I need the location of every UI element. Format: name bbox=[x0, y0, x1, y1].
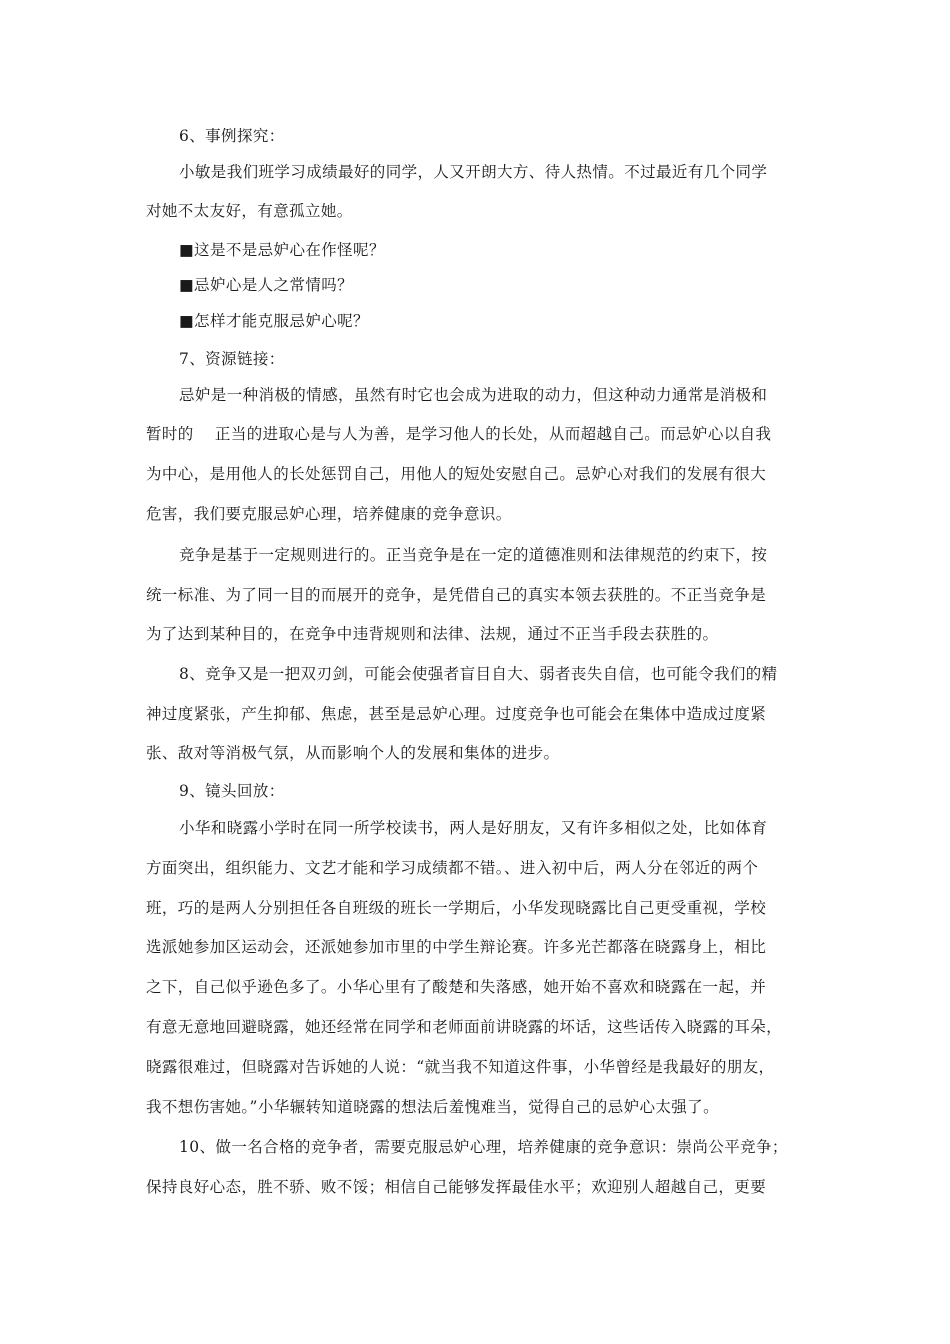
text-line: 神过度紧张，产生抑郁、焦虑，甚至是忌妒心理。过度竞争也可能会在集体中造成过度紧 bbox=[146, 705, 767, 723]
question-item: ■忌妒心是人之常情吗？ bbox=[179, 276, 354, 294]
question-item: ■怎样才能克服忌妒心呢？ bbox=[179, 312, 369, 330]
text-line: 方面突出，组织能力、文艺才能和学习成绩都不错。、进入初中后，两人分在邻近的两个 bbox=[146, 859, 759, 877]
question-item: ■这是不是忌妒心在作怪呢？ bbox=[179, 241, 385, 259]
text-line: 暂时的 正当的进取心是与人为善，是学习他人的长处，从而超越自己。而忌妒心以自我 bbox=[146, 425, 772, 443]
text-line: 小敏是我们班学习成绩最好的同学，人又开朗大方、待人热情。不过最近有几个同学 bbox=[179, 163, 768, 181]
text-line: 统一标准、为了同一目的而展开的竞争，是凭借自己的真实本领去获胜的。不正当竞争是 bbox=[146, 586, 767, 604]
heading-replay: 9、镜头回放： bbox=[179, 782, 285, 800]
text-line: 为了达到某种目的，在竞争中违背规则和法律、法规，通过不正当手段去获胜的。 bbox=[146, 625, 719, 643]
text-line: 有意无意地回避晓露，她还经常在同学和老师面前讲晓露的坏话，这些话传入晓露的耳朵， bbox=[146, 1018, 783, 1036]
text-line: 竞争是基于一定规则进行的。正当竞争是在一定的道德准则和法律规范的约束下，按 bbox=[179, 546, 768, 564]
text-line: 危害，我们要克服忌妒心理，培养健康的竞争意识。 bbox=[146, 505, 512, 523]
text-line: 我不想伤害她。”小华辗转知道晓露的想法后羞愧难当，觉得自己的忌妒心太强了。 bbox=[146, 1098, 719, 1116]
text-line: 保持良好心态，胜不骄、败不馁；相信自己能够发挥最佳水平；欢迎别人超越自己，更要 bbox=[146, 1178, 767, 1196]
heading-case-study: 6、事例探究： bbox=[179, 127, 285, 145]
text-line: 选派她参加区运动会，还派她参加市里的中学生辩论赛。许多光芒都落在晓露身上，相比 bbox=[146, 938, 767, 956]
text-line: 小华和晓露小学时在同一所学校读书，两人是好朋友，又有许多相似之处，比如体育 bbox=[179, 819, 768, 837]
text-line: 为中心，是用他人的长处惩罚自己，用他人的短处安慰自己。忌妒心对我们的发展有很大 bbox=[146, 465, 767, 483]
text-line: 10、做一名合格的竞争者，需要克服忌妒心理，培养健康的竞争意识：崇尚公平竞争； bbox=[179, 1138, 788, 1156]
heading-resource-link: 7、资源链接： bbox=[179, 350, 285, 368]
text-line: 张、敌对等消极气氛，从而影响个人的发展和集体的进步。 bbox=[146, 744, 560, 762]
text-line: 对她不太友好，有意孤立她。 bbox=[146, 202, 353, 220]
text-line: 8、竞争又是一把双刃剑，可能会使强者盲目自大、弱者丧失自信，也可能令我们的精 bbox=[179, 665, 778, 683]
text-line: 晓露很难过，但晓露对告诉她的人说：“就当我不知道这件事，小华曾经是我最好的朋友， bbox=[146, 1058, 775, 1076]
text-line: 忌妒是一种消极的情感，虽然有时它也会成为进取的动力，但这种动力通常是消极和 bbox=[179, 386, 768, 404]
text-line: 班，巧的是两人分别担任各自班级的班长一学期后，小华发现晓露比自己更受重视，学校 bbox=[146, 899, 767, 917]
text-line: 之下，自己似乎逊色多了。小华心里有了酸楚和失落感，她开始不喜欢和晓露在一起，并 bbox=[146, 978, 767, 996]
